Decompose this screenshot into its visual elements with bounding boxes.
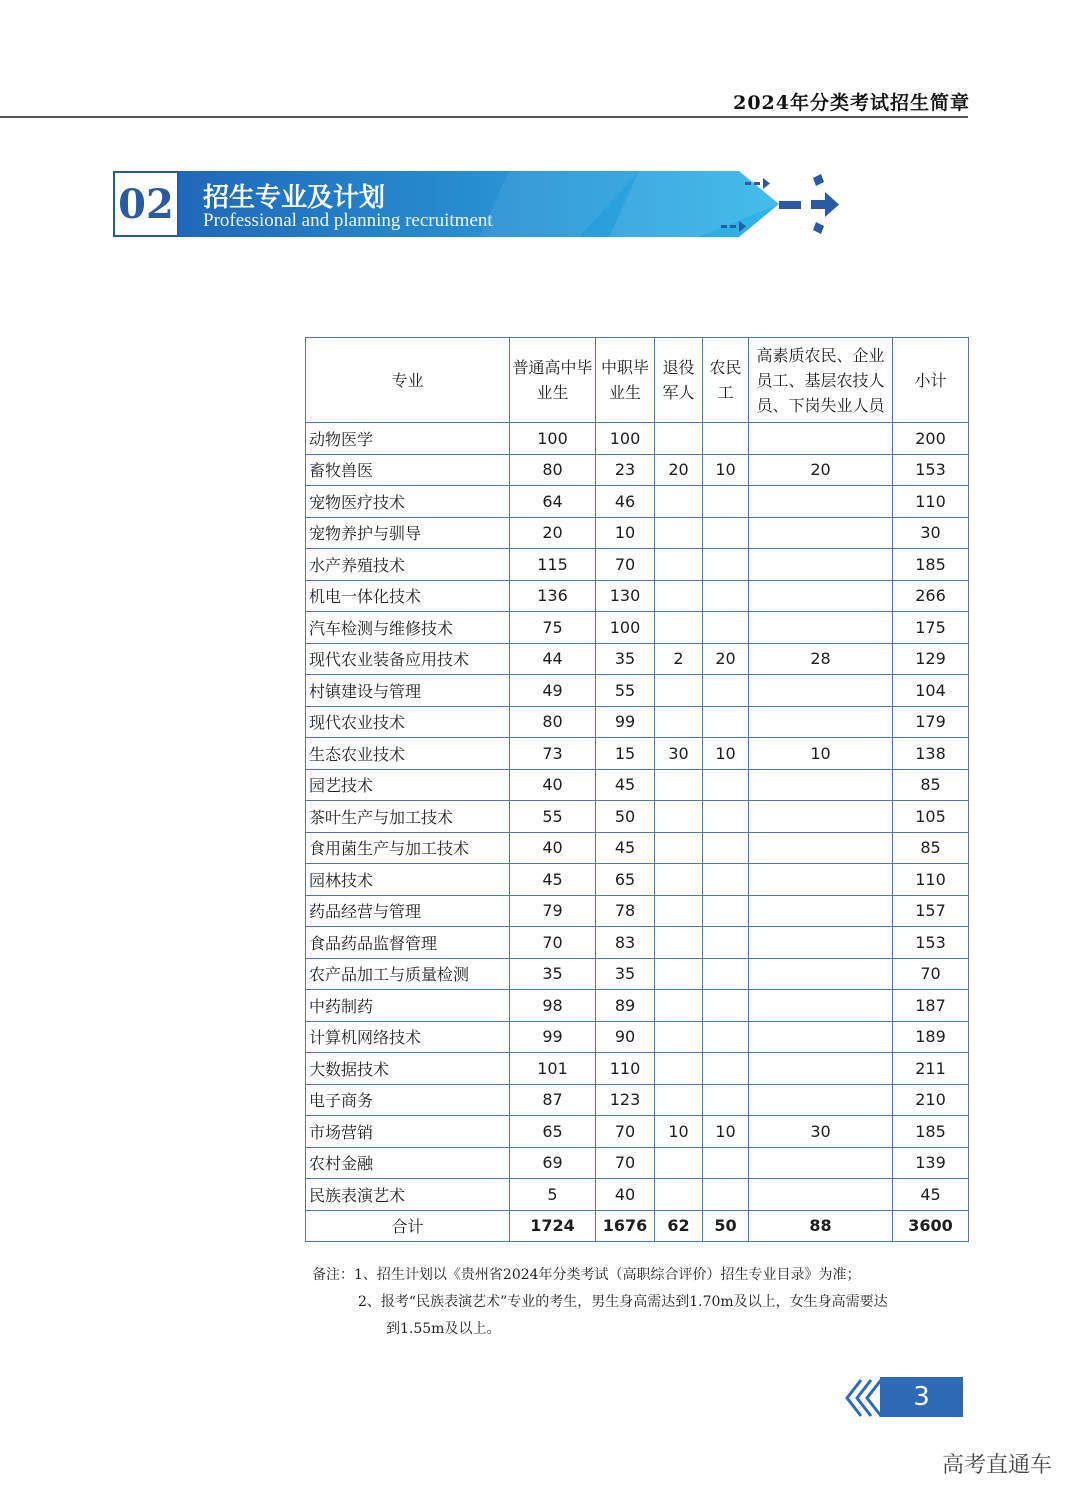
value-cell: 110 xyxy=(893,486,969,518)
value-cell xyxy=(749,927,893,959)
value-cell xyxy=(749,1179,893,1211)
value-cell xyxy=(749,612,893,644)
notes xyxy=(312,1262,982,1343)
value-cell: 20 xyxy=(655,454,703,486)
value-cell: 100 xyxy=(596,612,655,644)
value-cell: 10 xyxy=(703,738,749,770)
value-cell: 10 xyxy=(596,517,655,549)
value-cell xyxy=(655,1084,703,1116)
value-cell xyxy=(655,1147,703,1179)
watermark: 高考直通车 xyxy=(941,1453,1052,1478)
value-cell: 100 xyxy=(596,423,655,455)
major-cell: 现代农业技术 xyxy=(306,706,510,738)
value-cell: 200 xyxy=(893,423,969,455)
value-cell xyxy=(703,1084,749,1116)
value-cell xyxy=(655,1021,703,1053)
major-cell: 电子商务 xyxy=(306,1084,510,1116)
table-row xyxy=(306,990,969,1022)
value-cell xyxy=(749,580,893,612)
major-cell: 茶叶生产与加工技术 xyxy=(306,801,510,833)
table-row xyxy=(306,454,969,486)
value-cell: 83 xyxy=(596,927,655,959)
value-cell: 20 xyxy=(510,517,596,549)
value-cell: 46 xyxy=(596,486,655,518)
value-cell: 73 xyxy=(510,738,596,770)
value-cell xyxy=(655,895,703,927)
table-row xyxy=(306,769,969,801)
major-cell: 园艺技术 xyxy=(306,769,510,801)
value-cell xyxy=(749,832,893,864)
value-cell: 70 xyxy=(596,549,655,581)
table-header-row xyxy=(306,338,969,423)
value-cell xyxy=(703,1021,749,1053)
table-row xyxy=(306,738,969,770)
major-cell: 民族表演艺术 xyxy=(306,1179,510,1211)
table-row xyxy=(306,517,969,549)
value-cell: 45 xyxy=(596,832,655,864)
section-banner xyxy=(113,171,713,237)
col-header-other-groups: 高素质农民、企业员工、基层农技人员、下岗失业人员 xyxy=(749,338,893,423)
arrows-decoration-icon xyxy=(715,170,850,240)
value-cell xyxy=(703,486,749,518)
value-cell: 40 xyxy=(510,769,596,801)
value-cell: 99 xyxy=(510,1021,596,1053)
value-cell: 1676 xyxy=(596,1210,655,1242)
value-cell xyxy=(749,675,893,707)
value-cell xyxy=(703,1147,749,1179)
value-cell xyxy=(655,958,703,990)
value-cell: 85 xyxy=(893,832,969,864)
major-cell: 村镇建设与管理 xyxy=(306,675,510,707)
value-cell: 175 xyxy=(893,612,969,644)
value-cell: 2 xyxy=(655,643,703,675)
header-rule xyxy=(0,116,968,118)
value-cell: 79 xyxy=(510,895,596,927)
value-cell: 99 xyxy=(596,706,655,738)
value-cell: 78 xyxy=(596,895,655,927)
table-row xyxy=(306,1021,969,1053)
page-number: 3 xyxy=(880,1377,963,1417)
value-cell xyxy=(749,895,893,927)
value-cell: 30 xyxy=(893,517,969,549)
value-cell xyxy=(703,1179,749,1211)
major-cell: 宠物养护与驯导 xyxy=(306,517,510,549)
value-cell: 80 xyxy=(510,706,596,738)
value-cell xyxy=(749,1053,893,1085)
value-cell xyxy=(655,832,703,864)
value-cell: 70 xyxy=(510,927,596,959)
value-cell xyxy=(655,486,703,518)
value-cell: 45 xyxy=(893,1179,969,1211)
table-body xyxy=(306,423,969,1242)
value-cell: 10 xyxy=(703,454,749,486)
value-cell: 266 xyxy=(893,580,969,612)
col-header-veterans: 退役军人 xyxy=(655,338,703,423)
major-cell: 宠物医疗技术 xyxy=(306,486,510,518)
major-cell: 市场营销 xyxy=(306,1116,510,1148)
value-cell: 110 xyxy=(596,1053,655,1085)
col-header-vocational: 中职毕业生 xyxy=(596,338,655,423)
value-cell: 65 xyxy=(596,864,655,896)
major-cell: 畜牧兽医 xyxy=(306,454,510,486)
value-cell: 90 xyxy=(596,1021,655,1053)
value-cell: 110 xyxy=(893,864,969,896)
value-cell: 5 xyxy=(510,1179,596,1211)
value-cell: 55 xyxy=(596,675,655,707)
value-cell xyxy=(749,864,893,896)
value-cell xyxy=(703,423,749,455)
value-cell xyxy=(703,517,749,549)
table-row xyxy=(306,580,969,612)
value-cell xyxy=(655,706,703,738)
value-cell xyxy=(655,1053,703,1085)
table-row xyxy=(306,864,969,896)
value-cell: 70 xyxy=(893,958,969,990)
value-cell: 129 xyxy=(893,643,969,675)
table-row xyxy=(306,927,969,959)
value-cell xyxy=(749,801,893,833)
value-cell xyxy=(703,675,749,707)
value-cell xyxy=(749,1084,893,1116)
value-cell xyxy=(703,1053,749,1085)
major-cell: 农产品加工与质量检测 xyxy=(306,958,510,990)
value-cell: 75 xyxy=(510,612,596,644)
value-cell xyxy=(703,549,749,581)
value-cell: 10 xyxy=(703,1116,749,1148)
value-cell: 153 xyxy=(893,927,969,959)
major-cell: 药品经营与管理 xyxy=(306,895,510,927)
value-cell xyxy=(703,612,749,644)
col-header-subtotal: 小计 xyxy=(893,338,969,423)
major-cell: 园林技术 xyxy=(306,864,510,896)
value-cell xyxy=(655,801,703,833)
value-cell: 136 xyxy=(510,580,596,612)
value-cell xyxy=(749,423,893,455)
value-cell: 40 xyxy=(596,1179,655,1211)
value-cell: 189 xyxy=(893,1021,969,1053)
value-cell xyxy=(703,706,749,738)
value-cell xyxy=(749,958,893,990)
section-subtitle: Professional and planning recruitment xyxy=(203,210,493,231)
value-cell: 130 xyxy=(596,580,655,612)
value-cell: 23 xyxy=(596,454,655,486)
value-cell xyxy=(703,958,749,990)
section-title: 招生专业及计划 xyxy=(203,183,386,213)
table-row xyxy=(306,675,969,707)
table-row xyxy=(306,895,969,927)
value-cell: 187 xyxy=(893,990,969,1022)
value-cell: 139 xyxy=(893,1147,969,1179)
value-cell xyxy=(703,801,749,833)
table-row xyxy=(306,643,969,675)
value-cell: 153 xyxy=(893,454,969,486)
value-cell xyxy=(655,990,703,1022)
value-cell: 45 xyxy=(510,864,596,896)
value-cell: 1724 xyxy=(510,1210,596,1242)
table-row xyxy=(306,1147,969,1179)
value-cell xyxy=(749,706,893,738)
value-cell: 101 xyxy=(510,1053,596,1085)
major-cell: 中药制药 xyxy=(306,990,510,1022)
major-cell: 机电一体化技术 xyxy=(306,580,510,612)
value-cell xyxy=(749,1021,893,1053)
value-cell: 62 xyxy=(655,1210,703,1242)
value-cell: 50 xyxy=(703,1210,749,1242)
major-cell: 食用菌生产与加工技术 xyxy=(306,832,510,864)
value-cell: 49 xyxy=(510,675,596,707)
major-cell: 食品药品监督管理 xyxy=(306,927,510,959)
value-cell xyxy=(749,517,893,549)
value-cell: 138 xyxy=(893,738,969,770)
value-cell: 40 xyxy=(510,832,596,864)
col-header-high-school: 普通高中毕业生 xyxy=(510,338,596,423)
value-cell: 69 xyxy=(510,1147,596,1179)
value-cell xyxy=(703,832,749,864)
table-row xyxy=(306,423,969,455)
value-cell xyxy=(655,423,703,455)
value-cell xyxy=(749,549,893,581)
note-line-2: 2、报考“民族表演艺术”专业的考生，男生身高需达到1.70m及以上，女生身高需要达 xyxy=(358,1294,888,1310)
value-cell xyxy=(655,675,703,707)
value-cell: 10 xyxy=(749,738,893,770)
value-cell xyxy=(655,1179,703,1211)
value-cell: 211 xyxy=(893,1053,969,1085)
table-row xyxy=(306,1053,969,1085)
major-cell: 汽车检测与维修技术 xyxy=(306,612,510,644)
value-cell: 30 xyxy=(749,1116,893,1148)
value-cell: 185 xyxy=(893,549,969,581)
value-cell: 10 xyxy=(655,1116,703,1148)
section-number: 02 xyxy=(113,171,179,237)
value-cell: 100 xyxy=(510,423,596,455)
value-cell: 123 xyxy=(596,1084,655,1116)
value-cell xyxy=(703,895,749,927)
col-header-major: 专业 xyxy=(306,338,510,423)
table-row xyxy=(306,801,969,833)
value-cell: 157 xyxy=(893,895,969,927)
table-row xyxy=(306,549,969,581)
value-cell: 185 xyxy=(893,1116,969,1148)
major-cell: 合计 xyxy=(306,1210,510,1242)
value-cell: 104 xyxy=(893,675,969,707)
table-row xyxy=(306,1084,969,1116)
value-cell xyxy=(655,864,703,896)
value-cell xyxy=(749,486,893,518)
value-cell: 179 xyxy=(893,706,969,738)
value-cell xyxy=(655,927,703,959)
value-cell xyxy=(655,517,703,549)
major-cell: 大数据技术 xyxy=(306,1053,510,1085)
value-cell: 210 xyxy=(893,1084,969,1116)
value-cell xyxy=(655,580,703,612)
value-cell: 70 xyxy=(596,1116,655,1148)
major-cell: 生态农业技术 xyxy=(306,738,510,770)
major-cell: 水产养殖技术 xyxy=(306,549,510,581)
major-cell: 现代农业装备应用技术 xyxy=(306,643,510,675)
value-cell: 98 xyxy=(510,990,596,1022)
value-cell xyxy=(749,990,893,1022)
value-cell xyxy=(703,580,749,612)
value-cell: 35 xyxy=(596,643,655,675)
value-cell: 30 xyxy=(655,738,703,770)
value-cell: 44 xyxy=(510,643,596,675)
enrollment-plan-table xyxy=(305,337,969,1242)
major-cell: 动物医学 xyxy=(306,423,510,455)
value-cell: 15 xyxy=(596,738,655,770)
value-cell: 87 xyxy=(510,1084,596,1116)
table-row xyxy=(306,832,969,864)
value-cell xyxy=(655,769,703,801)
value-cell: 89 xyxy=(596,990,655,1022)
value-cell: 45 xyxy=(596,769,655,801)
value-cell xyxy=(749,1147,893,1179)
value-cell: 64 xyxy=(510,486,596,518)
value-cell: 115 xyxy=(510,549,596,581)
value-cell: 105 xyxy=(893,801,969,833)
note-line-1: 备注：1、招生计划以《贵州省2024年分类考试（高职综合评价）招生专业目录》为准； xyxy=(312,1267,861,1283)
note-line-3: 到1.55m及以上。 xyxy=(386,1321,501,1337)
value-cell xyxy=(655,549,703,581)
value-cell xyxy=(703,769,749,801)
value-cell xyxy=(703,927,749,959)
table-row xyxy=(306,486,969,518)
header-title: 2024年分类考试招生简章 xyxy=(733,92,970,114)
value-cell: 65 xyxy=(510,1116,596,1148)
value-cell: 20 xyxy=(703,643,749,675)
value-cell xyxy=(703,990,749,1022)
value-cell: 88 xyxy=(749,1210,893,1242)
value-cell: 3600 xyxy=(893,1210,969,1242)
value-cell: 55 xyxy=(510,801,596,833)
value-cell xyxy=(703,864,749,896)
major-cell: 计算机网络技术 xyxy=(306,1021,510,1053)
total-row xyxy=(306,1210,969,1242)
col-header-migrant-workers: 农民工 xyxy=(703,338,749,423)
table-row xyxy=(306,1179,969,1211)
value-cell xyxy=(749,769,893,801)
value-cell: 70 xyxy=(596,1147,655,1179)
value-cell: 85 xyxy=(893,769,969,801)
value-cell: 28 xyxy=(749,643,893,675)
value-cell: 50 xyxy=(596,801,655,833)
table-row xyxy=(306,1116,969,1148)
value-cell: 20 xyxy=(749,454,893,486)
value-cell xyxy=(655,612,703,644)
value-cell: 80 xyxy=(510,454,596,486)
value-cell: 35 xyxy=(596,958,655,990)
table-row xyxy=(306,612,969,644)
value-cell: 35 xyxy=(510,958,596,990)
table-row xyxy=(306,706,969,738)
table-row xyxy=(306,958,969,990)
major-cell: 农村金融 xyxy=(306,1147,510,1179)
